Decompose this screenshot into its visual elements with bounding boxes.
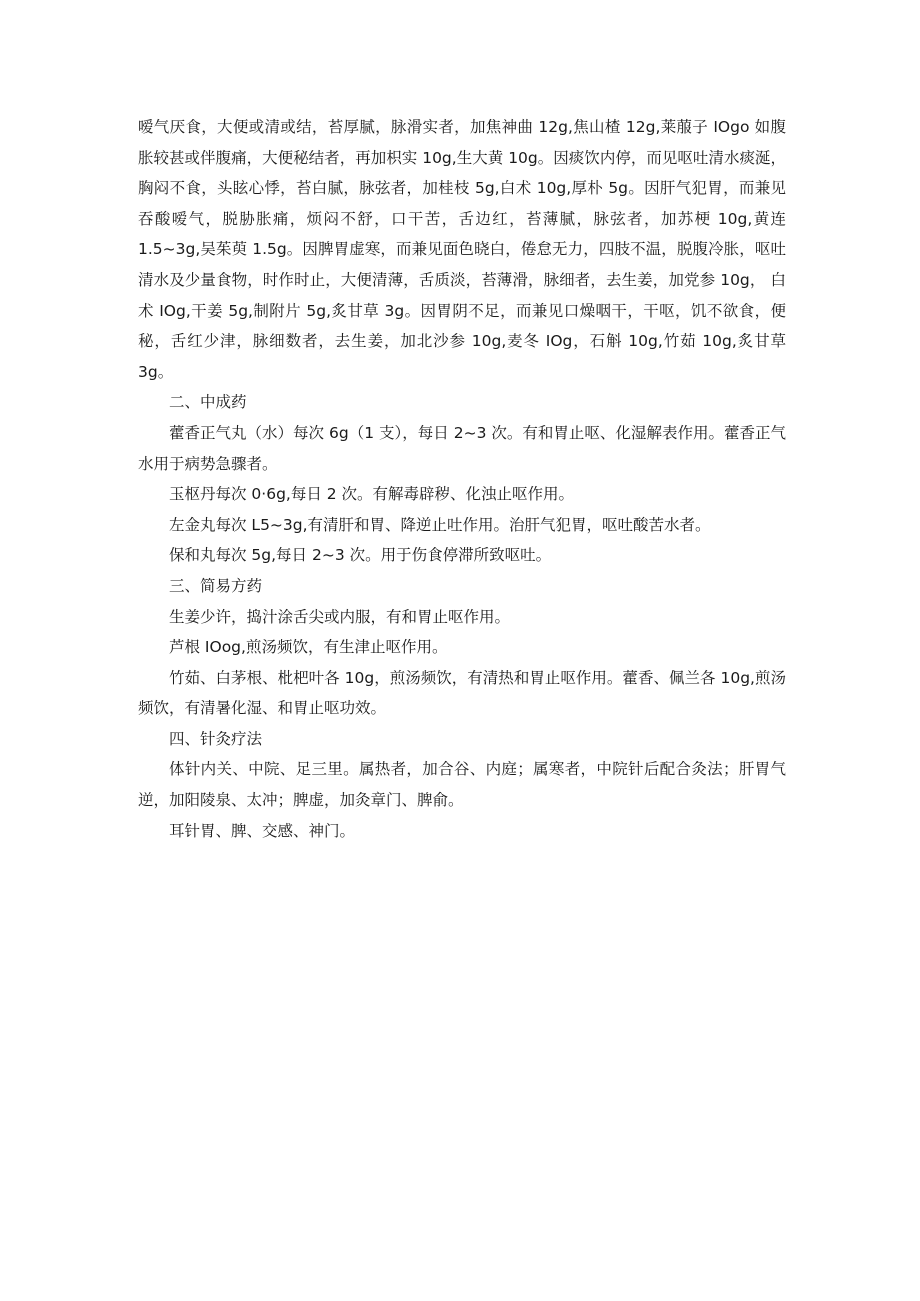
document-body: [138, 112, 786, 846]
section-heading-simple-remedies: 三、简易方药: [169, 576, 263, 595]
paragraph-baohe-wan: 保和丸每次 5g,每日 2~3 次。用于伤食停滞所致呕吐。: [169, 546, 552, 565]
paragraph-ginger: 生姜少许，捣汁涂舌尖或内服，有和胃止呕作用。: [169, 607, 511, 626]
paragraph-body-acupuncture: 体针内关、中院、足三里。属热者，加合谷、内庭；属寒者，中院针后配合灸法；肝胃气逆，加阳陵泉、太冲；脾虚，加灸章门、脾俞。: [138, 760, 786, 810]
paragraph-herbal-modifications: 嗳气厌食，大便或清或结，苔厚腻，脉滑实者，加焦神曲 12g,焦山楂 12g,莱菔子 IOgo 如腹胀较甚或伴腹痛，大便秘结者，再加枳实 10g,生大黄 10g。因痰饮内停，而见呕吐清水痰涎，胸闷不食，头眩心悸，苔白腻，脉弦者，加桂枝 5g,白术 10g,厚朴 5g。因肝气犯胃，而兼见吞酸嗳气，脱胁胀痛，烦闷不舒，口干苦，舌边红，苔薄腻，脉弦者，加苏梗 10g,黄连 1.5~3g,吴茱萸 1.5g。因脾胃虚寒，而兼见面色晓白，倦怠无力，四肢不温，脱腹冷胀，呕吐清水及少量食物，时作时止，大便清薄，舌质淡，苔薄滑，脉细者，去生姜，加党参 10g， 白术 IOg,干姜 5g,制附片 5g,炙甘草 3g。因胃阴不足，而兼见口燥咽干，干呕，饥不欲食，便秘，舌红少津，脉细数者，去生姜，加北沙参 10g,麦冬 IOg，石斛 10g,竹茹 10g,炙甘草 3g。: [138, 118, 786, 381]
paragraph-bamboo-shavings: 竹茹、白茅根、枇杷叶各 10g，煎汤频饮，有清热和胃止呕作用。藿香、佩兰各 10g,煎汤频饮，有清暑化湿、和胃止呕功效。: [138, 668, 786, 718]
section-heading-acupuncture: 四、针灸疗法: [169, 729, 263, 748]
paragraph-huoxiang-zhengqi: 藿香正气丸（水）每次 6g（1 支），每日 2~3 次。有和胃止呕、化湿解表作用。藿香正气水用于病势急骤者。: [138, 423, 786, 473]
section-heading-patent-medicine: 二、中成药: [169, 393, 247, 412]
paragraph-yushu-dan: 玉枢丹每次 0·6g,每日 2 次。有解毒辟秽、化浊止呕作用。: [169, 485, 575, 504]
paragraph-ear-acupuncture: 耳针胃、脾、交感、神门。: [169, 821, 356, 840]
paragraph-reed-root: 芦根 IOog,煎汤频饮，有生津止呕作用。: [169, 638, 448, 657]
paragraph-zuojin-wan: 左金丸每次 L5~3g,有清肝和胃、降逆止吐作用。治肝气犯胃，呕吐酸苦水者。: [169, 515, 711, 534]
